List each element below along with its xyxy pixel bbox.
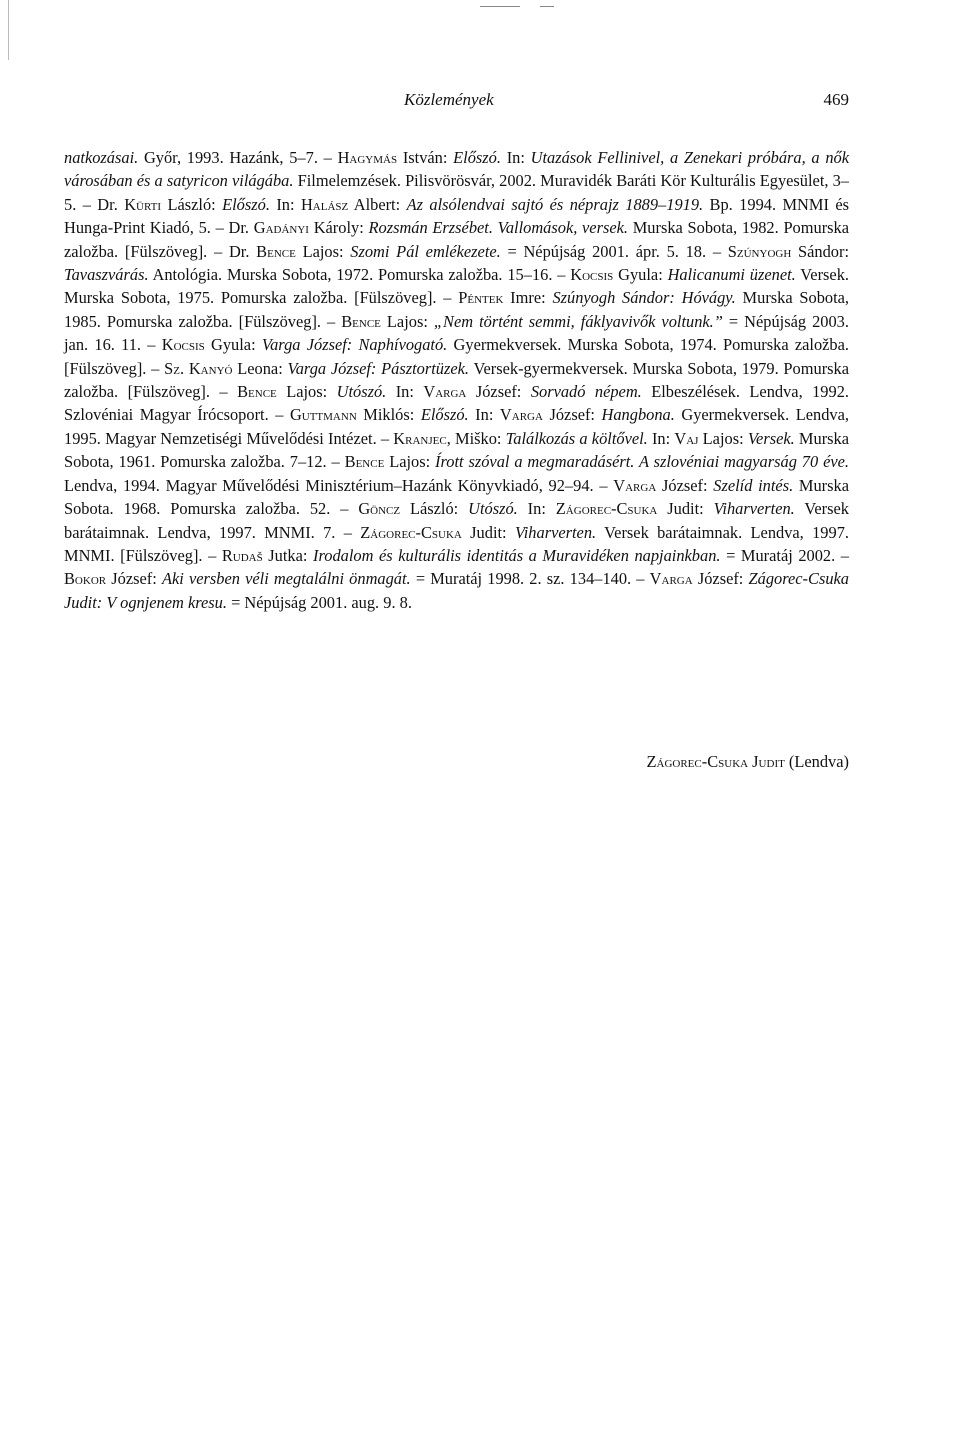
author-surname: Bence [344, 452, 385, 472]
author-surname: Zágorec-Csuka [555, 499, 658, 519]
work-title: natkozásai. [64, 148, 139, 167]
bibliography-paragraph [64, 146, 849, 614]
author-surname: Varga [423, 382, 467, 402]
author-surname: Göncz [358, 499, 401, 519]
author-surname: Kocsis [161, 335, 205, 355]
citation-text: Murska Sobota. 1968. Pomurska založba. 52. – [64, 475, 849, 519]
work-title: Utószó. [336, 382, 387, 402]
citation-text: Elbeszélések. Lendva, 1992. Szlovéniai Magyar Írócsoport. – [64, 382, 849, 425]
page-number: 469 [823, 90, 849, 109]
work-title: Előszó. [222, 194, 270, 214]
citation-text: Leona: [232, 358, 288, 378]
citation-text: Lajos: [276, 382, 337, 402]
citation-text: József: [106, 569, 162, 589]
work-title: Utazások Fellinivel, a Zenekari próbára, a nők városában és a satyricon világába. [64, 148, 850, 191]
citation-text: Károly: [308, 218, 369, 238]
citation-text: In: [386, 382, 424, 402]
citation-text: Versek-gyermekversek. Murska Sobota, 1979. Pomurska založba. [Fülszöveg]. – [64, 358, 849, 402]
author-surname: Rudaš [221, 545, 263, 565]
citation-text: Murska Sobota, 1985. Pomurska založba. [Fülszöveg]. – [64, 288, 850, 331]
author-surname: Gadányi [253, 218, 309, 238]
work-title: Tavaszvárás. [64, 265, 149, 285]
work-title: Zágorec-Csuka Judit: V ognjenem kresu. [64, 569, 849, 612]
citation-text: In: [269, 194, 301, 214]
citation-text: Murska Sobota, 1982. Pomurska založba. [Fülszöveg]. – Dr. [64, 218, 850, 261]
citation-text: = Muratáj 1998. 2. sz. 134–140. – [410, 569, 650, 589]
citation-text: Gyermekversek. Lendva, 1995. Magyar Nemzetiségi Művelődési Intézet. – [64, 405, 849, 448]
citation-text: Sándor: [791, 241, 850, 261]
author-surname: Guttmann [289, 405, 357, 425]
citation-text: Imre: [503, 288, 553, 308]
citation-text: Bp. 1994. MNMI és Hunga-Print Kiadó, 5. – Dr. [64, 194, 849, 238]
work-title: Aki versben véli megtalálni önmagát. [161, 569, 411, 589]
author-surname: Bence [237, 382, 277, 402]
citation-text: Filmelemzések. Pilisvörösvár, 2002. Muravidék Baráti Kör Kulturális Egyesület, 3–5. – Dr. [64, 171, 849, 214]
work-title: Hangbona. [601, 405, 675, 425]
citation-text: = Népújság 2001. aug. 9. 8. [226, 592, 412, 612]
author-name: Zágorec-Csuka Judit [646, 752, 785, 771]
work-title: Előszó. [453, 148, 501, 167]
running-header [64, 90, 849, 116]
author-place: (Lendva) [784, 752, 849, 771]
citation-text: Versek. Murska Sobota, 1975. Pomurska založba. [Fülszöveg]. – [64, 265, 849, 308]
author-surname: Sz. Kanyó [164, 358, 233, 378]
work-title: Előszó. [420, 405, 469, 425]
work-title: Viharverten. [713, 499, 795, 519]
citation-text: In: [500, 148, 531, 167]
citation-text: József: [692, 569, 749, 589]
work-title: „Nem történt semmi, fáklyavivők voltunk.” [433, 311, 723, 331]
author-surname: Szúnyogh [727, 241, 792, 261]
work-title: Rozsmán Erzsébet. Vallomások, versek. [368, 218, 628, 238]
citation-text: Lajos: [384, 452, 436, 472]
citation-text: Lajos: [698, 428, 748, 448]
scan-top-mark [480, 6, 520, 7]
work-title: Versek. [747, 428, 795, 448]
author-surname: Péntek [458, 288, 504, 308]
citation-text: László: [161, 194, 223, 214]
author-surname: Varga [613, 475, 657, 495]
citation-text: Versek barátaimnak. Lendva, 1997. MNMI. 7. – [64, 499, 849, 542]
citation-text: Gyermekversek. Murska Sobota, 1974. Pomurska založba. [Fülszöveg]. – [64, 335, 849, 378]
author-surname: Varga [499, 405, 543, 425]
work-title: Irodalom és kulturális identitás a Muravidéken napjainkban. [313, 545, 721, 565]
citation-text: Gyula: [204, 335, 262, 355]
citation-text: József: [656, 475, 714, 495]
scan-left-edge-mark [8, 0, 9, 60]
work-title: Szúnyogh Sándor: Hóvágy. [552, 288, 736, 308]
author-surname: Bokor [64, 569, 107, 589]
work-title: Varga József: Naphívogató. [261, 335, 448, 355]
work-title: Sorvadó népem. [530, 382, 642, 402]
citation-text: Győr, 1993. Hazánk, 5–7. – [138, 148, 338, 167]
work-title: Varga József: Pásztortüzek. [287, 358, 470, 378]
citation-text: = Muratáj 2002. – [720, 545, 849, 565]
citation-text: Albert: [348, 194, 407, 214]
citation-text: Lendva, 1994. Magyar Művelődési Minisztérium–Hazánk Könyvkiadó, 92–94. – [64, 475, 614, 495]
citation-text: Versek barátaimnak. Lendva, 1997. MNMI. [Fülszöveg]. – [64, 522, 849, 565]
citation-text: Lajos: [380, 311, 434, 331]
scan-top-mark [540, 6, 554, 7]
citation-text: In: [647, 428, 675, 448]
citation-text: Miklós: [356, 405, 421, 425]
work-title: Találkozás a költővel. [505, 428, 648, 448]
citation-text: Murska Sobota, 1961. Pomurska založba. 7–12. – [64, 428, 849, 472]
author-surname: Kürti [124, 194, 162, 214]
author-surname: Vaj [674, 428, 699, 448]
citation-text: László: [400, 499, 469, 519]
citation-text: In: [517, 499, 556, 519]
scan-top-edge [0, 0, 960, 8]
work-title: Az alsólendvai sajtó és néprajz 1889–1919. [406, 194, 704, 214]
citation-text: József: [542, 405, 602, 425]
work-title: Halicanumi üzenet. [667, 265, 796, 285]
work-title: Viharverten. [514, 522, 597, 542]
work-title: Szomi Pál emlékezete. [350, 241, 501, 261]
citation-text: Gyula: [613, 265, 668, 285]
author-signature [647, 752, 850, 772]
work-title: Utószó. [468, 499, 518, 519]
citation-text: = Népújság 2001. ápr. 5. 18. – [500, 241, 728, 261]
citation-text: Judit: [461, 522, 515, 542]
running-title: Közlemények [404, 90, 494, 109]
citation-text: Lajos: [295, 241, 351, 261]
author-surname: Halász [300, 194, 349, 214]
author-surname: Bence [256, 241, 296, 261]
author-surname: Hagymás [337, 148, 398, 167]
author-surname: Kranjec [393, 428, 447, 448]
work-title: Írott szóval a megmaradásért. A szlovéniai magyarság 70 éve. [435, 452, 849, 472]
author-surname: Zágorec-Csuka [360, 522, 462, 542]
citation-text: In: [468, 405, 500, 425]
work-title: Szelíd intés. [713, 475, 794, 495]
citation-text: Judit: [657, 499, 714, 519]
author-surname: Varga [649, 569, 693, 589]
citation-text: István: [397, 148, 454, 167]
citation-text: Jutka: [262, 545, 314, 565]
citation-text: , Miško: [446, 428, 506, 448]
author-surname: Kocsis [570, 265, 614, 285]
citation-text: Antológia. Murska Sobota, 1972. Pomurska založba. 15–16. – [148, 265, 571, 285]
citation-text: = Népújság 2003. jan. 16. 11. – [64, 311, 849, 355]
citation-text: József: [466, 382, 531, 402]
author-surname: Bence [341, 311, 381, 331]
